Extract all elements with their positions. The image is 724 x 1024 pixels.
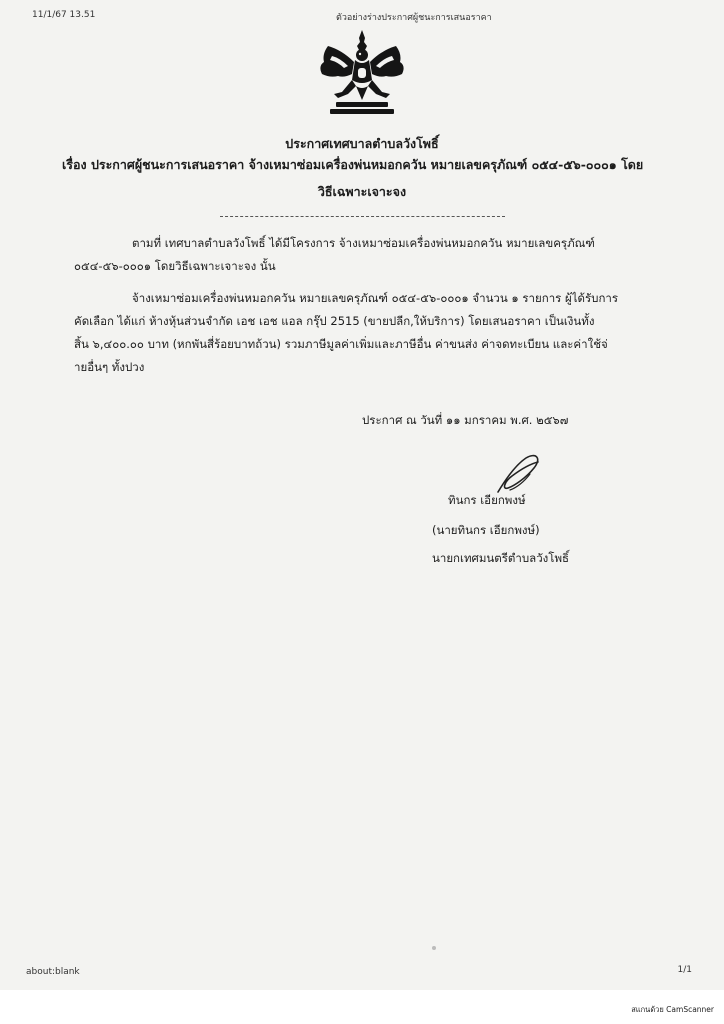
print-datetime: 11/1/67 13.51 xyxy=(32,10,96,20)
paragraph-2-line: สิ้น ๖,๔๐๐.๐๐ บาท (หกพันสี่ร้อยบาทถ้วน) รวมภาษีมูลค่าเพิ่มและภาษีอื่น ค่าขนส่ง ค่าจดทะเบียน และค่าใช้จ่ xyxy=(74,337,608,351)
announcement-date: ประกาศ ณ วันที่ ๑๑ มกราคม พ.ศ. ๒๕๖๗ xyxy=(362,413,569,427)
paragraph-1-line: ตามที่ เทศบาลตำบลวังโพธิ์ ได้มีโครงการ จ้างเหมาซ่อมเครื่องพ่นหมอกควัน หมายเลขครุภัณฑ์ xyxy=(132,236,595,250)
paper-speck xyxy=(432,946,436,950)
paragraph-2-line: จ้างเหมาซ่อมเครื่องพ่นหมอกควัน หมายเลขครุภัณฑ์ ๐๕๔-๕๖-๐๐๐๑ จำนวน ๑ รายการ ผู้ได้รับการ xyxy=(132,291,619,305)
dashed-divider xyxy=(220,216,505,217)
document-subject: เรื่อง ประกาศผู้ชนะการเสนอราคา จ้างเหมาซ่อมเครื่องพ่นหมอกควัน หมายเลขครุภัณฑ์ ๐๕๔-๕๖-๐๐๐๑ โดย xyxy=(62,157,644,172)
paragraph-1 xyxy=(74,232,684,278)
signer-full-name: (นายทินกร เอียกพงษ์) xyxy=(432,523,540,537)
signer-position: นายกเทศมนตรีตำบลวังโพธิ์ xyxy=(432,551,570,565)
paragraph-2-line: ายอื่นๆ ทั้งปวง xyxy=(74,360,145,374)
signer-name: ทินกร เอียกพงษ์ xyxy=(448,493,526,507)
paragraph-2 xyxy=(74,287,684,379)
document-office-heading: ประกาศเทศบาลตำบลวังโพธิ์ xyxy=(285,136,439,151)
paragraph-2-line: คัดเลือก ได้แก่ ห้างหุ้นส่วนจำกัด เอช เอช แอล กรุ๊ป 2515 (ขายปลีก,ให้บริการ) โดยเสนอราคา เป็นเงินทั้ง xyxy=(74,314,595,328)
print-header-title: ตัวอย่างร่างประกาศผู้ชนะการเสนอราคา xyxy=(336,13,492,23)
print-footer-page: 1/1 xyxy=(677,965,692,975)
print-footer-url: about:blank xyxy=(26,967,80,977)
scanner-watermark: สแกนด้วย CamScanner xyxy=(631,1005,714,1014)
garuda-emblem-icon xyxy=(314,28,410,122)
paragraph-1-line: ๐๕๔-๕๖-๐๐๐๑ โดยวิธีเฉพาะเจาะจง นั้น xyxy=(74,259,276,273)
document-subject-continued: วิธีเฉพาะเจาะจง xyxy=(317,184,407,199)
